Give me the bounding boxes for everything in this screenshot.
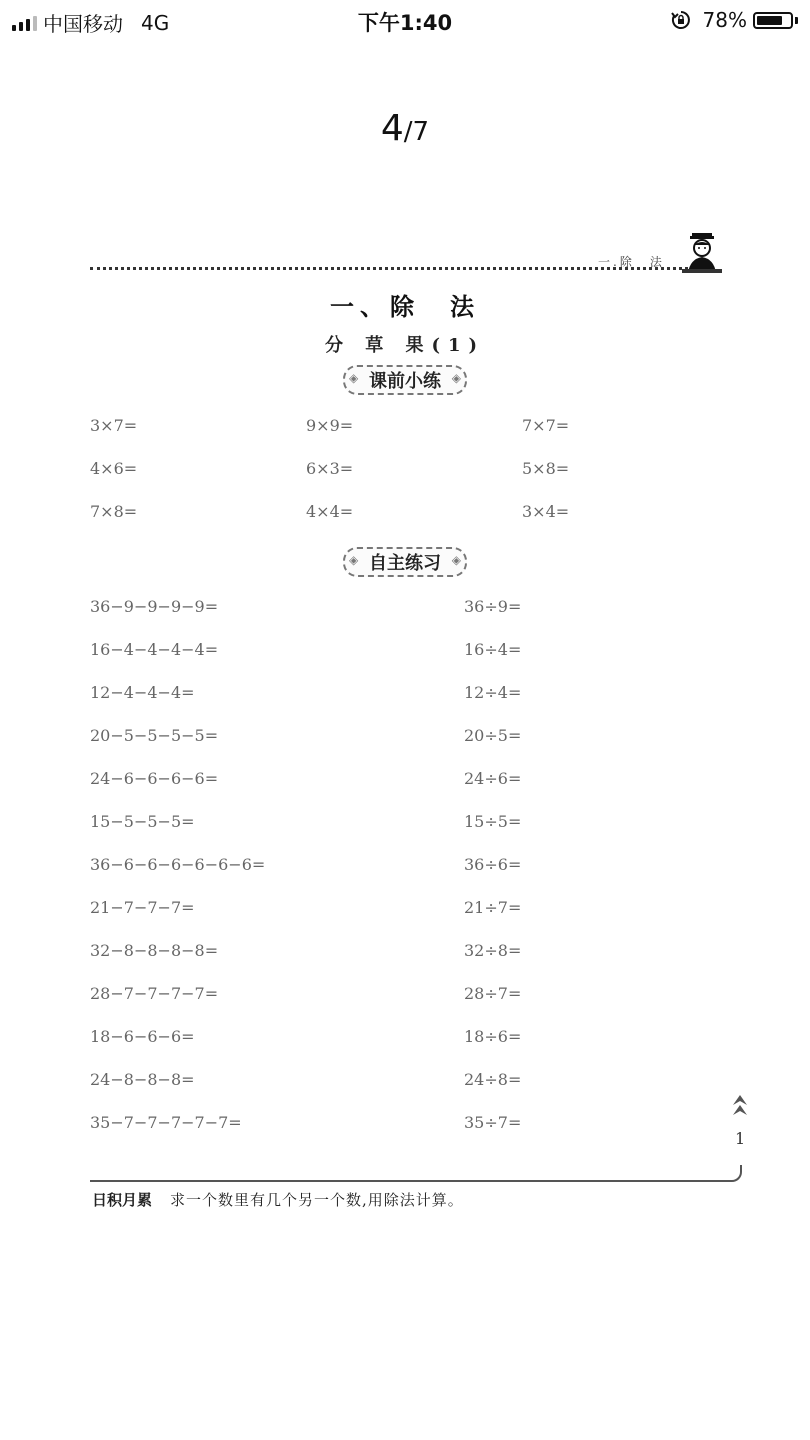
section-badge-pre [0,365,810,395]
status-right [671,8,798,32]
page-header [90,225,720,275]
pre-problem: 6×3= [306,459,354,478]
section-label: ◈ 自主练习 ◈ [343,547,467,577]
pre-problem: 7×7= [522,416,570,435]
lesson-title: 分 草 果(1) [324,335,486,356]
division-problem: 24÷6= [464,769,522,788]
battery-percent: 78% [702,8,747,32]
subtraction-problem: 35−7−7−7−7−7= [90,1113,242,1132]
section-badge-self [0,547,810,577]
pre-problem: 7×8= [90,502,138,521]
carrier-name: 中国移动 [43,12,123,36]
division-problem: 15÷5= [464,812,522,831]
unit-title: 一、除 法 [330,292,480,321]
page-number: 1 [735,1129,746,1148]
division-problem: 12÷4= [464,683,522,702]
subtraction-problem: 12−4−4−4= [90,683,195,702]
footnote-label: 日积月累 [92,1191,153,1209]
pre-problem: 3×7= [90,416,138,435]
pre-problem: 5×8= [522,459,570,478]
scholar-icon [682,231,722,275]
bottom-frame [90,1165,742,1182]
subtraction-problem: 36−9−9−9−9= [90,597,219,616]
page-total: /7 [403,117,430,147]
pre-problem: 3×4= [522,502,570,521]
battery-tip [795,17,798,24]
battery-fill [757,16,782,25]
division-problem: 16÷4= [464,640,522,659]
page-counter [0,108,810,149]
subtraction-problem: 24−6−6−6−6= [90,769,219,788]
subtraction-problem: 18−6−6−6= [90,1027,195,1046]
subtraction-problem: 32−8−8−8−8= [90,941,219,960]
status-bar [0,0,810,42]
subtraction-problem: 36−6−6−6−6−6−6= [90,855,266,874]
division-problem: 36÷9= [464,597,522,616]
division-problem: 24÷8= [464,1070,522,1089]
subtraction-problem: 24−8−8−8= [90,1070,195,1089]
division-problem: 18÷6= [464,1027,522,1046]
running-head: 一.除 法 [598,255,665,269]
subtraction-problem: 15−5−5−5= [90,812,195,831]
division-problem: 35÷7= [464,1113,522,1132]
division-problem: 21÷7= [464,898,522,917]
subtraction-problem: 28−7−7−7−7= [90,984,219,1003]
section-label: ◈ 课前小练 ◈ [343,365,467,395]
pre-problem: 4×6= [90,459,138,478]
subtraction-problem: 21−7−7−7= [90,898,195,917]
rotation-lock-icon [671,10,691,30]
division-problem: 28÷7= [464,984,522,1003]
division-problem: 32÷8= [464,941,522,960]
status-time: 下午1:40 [357,11,453,35]
pre-problem: 9×9= [306,416,354,435]
footnote-text: 求一个数里有几个另一个数,用除法计算。 [170,1191,464,1209]
network-type: 4G [141,10,170,35]
subtraction-problem: 20−5−5−5−5= [90,726,219,745]
pre-problem: 4×4= [306,502,354,521]
division-problem: 20÷5= [464,726,522,745]
battery-icon [753,12,793,29]
up-arrow-icon [729,1093,751,1121]
division-problem: 36÷6= [464,855,522,874]
footnote [92,1189,464,1210]
subtraction-problem: 16−4−4−4−4= [90,640,219,659]
page-current: 4 [380,108,404,149]
document-page[interactable] [0,225,810,1215]
